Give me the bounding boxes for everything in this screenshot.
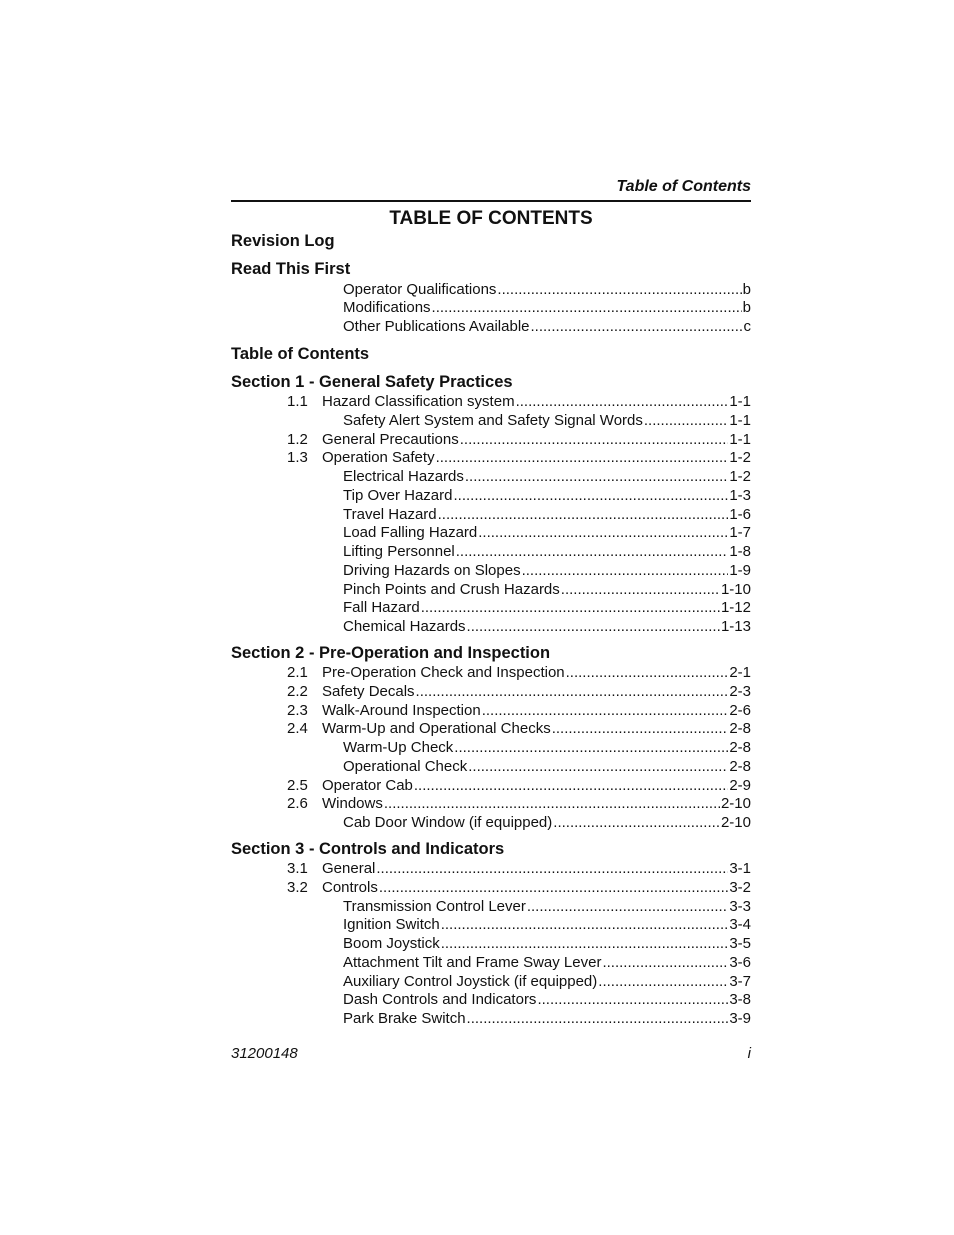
leader-dots xyxy=(376,860,728,877)
leader-dots xyxy=(384,795,720,812)
toc-entry-page: 1-6 xyxy=(729,505,751,523)
toc-entry-label: Operational Check xyxy=(343,757,468,775)
leader-dots xyxy=(432,299,742,316)
toc-entry-label: Auxiliary Control Joystick (if equipped) xyxy=(343,972,598,990)
toc-entry-label: Electrical Hazards xyxy=(343,468,464,485)
toc-entry-label: Safety Alert System and Safety Signal Words xyxy=(343,411,643,429)
footer-doc-number: 31200148 xyxy=(231,1045,298,1062)
leader-dots xyxy=(416,683,729,700)
toc-entry-page: 1-13 xyxy=(720,618,751,635)
toc-entry-page: c xyxy=(743,318,751,335)
leader-dots xyxy=(552,720,729,737)
toc-entry-label: Other Publications Available xyxy=(343,318,530,335)
toc-entry-number: 2.2 xyxy=(287,682,308,700)
toc-entry-page: 1-2 xyxy=(729,449,751,467)
toc-entry-label: Modifications xyxy=(343,299,431,316)
leader-dots xyxy=(561,581,720,598)
toc-entry-label: Travel Hazard xyxy=(343,505,437,523)
leader-dots xyxy=(441,916,729,933)
leader-dots xyxy=(553,814,720,831)
toc-entry[interactable] xyxy=(287,795,751,814)
toc-entry-page: 1-1 xyxy=(729,430,751,448)
toc-entry[interactable] xyxy=(343,618,751,637)
leader-dots xyxy=(467,618,720,635)
leader-dots xyxy=(482,702,729,719)
toc-entry-number: 2.3 xyxy=(287,701,308,719)
toc-entry-page: 1-8 xyxy=(729,543,751,560)
toc-entry-label: Walk-Around Inspection xyxy=(322,701,481,719)
toc-entry-page: 2-8 xyxy=(729,757,751,775)
page-title: TABLE OF CONTENTS xyxy=(389,208,593,229)
leader-dots xyxy=(379,879,728,896)
toc-entry[interactable] xyxy=(343,991,751,1010)
toc-entry-page: 3-8 xyxy=(729,991,751,1009)
leader-dots xyxy=(465,468,728,485)
toc-entry[interactable] xyxy=(287,664,751,683)
toc-entry-page: 2-8 xyxy=(729,739,751,756)
toc-entry-number: 2.4 xyxy=(287,720,308,738)
toc-entry[interactable] xyxy=(287,393,751,412)
toc-entry-label: Operator Cab xyxy=(322,776,413,794)
toc-entry-page: 3-9 xyxy=(729,1010,751,1027)
toc-entry-page: b xyxy=(742,281,751,298)
toc-entry-page: 2-10 xyxy=(720,795,751,813)
toc-entry[interactable] xyxy=(343,916,751,935)
toc-entry[interactable] xyxy=(343,562,751,581)
leader-dots xyxy=(456,543,729,560)
toc-entry-label: Lifting Personnel xyxy=(343,543,455,560)
toc-entry-page: 3-3 xyxy=(729,897,751,915)
leader-dots xyxy=(478,524,728,541)
toc-entry-page: b xyxy=(742,299,751,316)
leader-dots xyxy=(436,449,729,466)
toc-entry[interactable] xyxy=(343,281,751,300)
toc-entry-page: 2-8 xyxy=(729,720,751,738)
toc-entry-page: 1-1 xyxy=(729,393,751,410)
toc-entry[interactable] xyxy=(343,487,751,506)
leader-dots xyxy=(438,506,729,523)
toc-entry-label: Safety Decals xyxy=(322,682,415,700)
toc-entry-number: 1.3 xyxy=(287,449,308,467)
toc-entry[interactable] xyxy=(343,543,751,562)
leader-dots xyxy=(454,739,728,756)
leader-dots xyxy=(598,973,728,990)
toc-entry[interactable] xyxy=(343,318,751,337)
toc-entry-number: 2.1 xyxy=(287,664,308,681)
toc-entry-label: Dash Controls and Indicators xyxy=(343,991,537,1009)
toc-entry[interactable] xyxy=(343,1010,751,1029)
toc-entry-label: Pre-Operation Check and Inspection xyxy=(322,664,565,681)
leader-dots xyxy=(421,599,720,616)
toc-entry-label: Ignition Switch xyxy=(343,916,440,934)
toc-entry-page: 3-2 xyxy=(729,878,751,896)
toc-entry-label: Tip Over Hazard xyxy=(343,486,453,504)
toc-entry-label: Driving Hazards on Slopes xyxy=(343,561,521,579)
toc-entry[interactable] xyxy=(287,449,751,468)
toc-entry[interactable] xyxy=(343,739,751,758)
toc-entry-label: Warm-Up Check xyxy=(343,739,454,756)
toc-entry[interactable] xyxy=(343,599,751,618)
toc-entry-page: 2-1 xyxy=(729,664,751,681)
toc-entry-page: 1-3 xyxy=(729,486,751,504)
toc-entry[interactable] xyxy=(343,506,751,525)
heading-read-this-first[interactable]: Read This First xyxy=(231,260,351,278)
heading-section-1[interactable]: Section 1 - General Safety Practices xyxy=(231,373,513,391)
toc-entry-number: 2.5 xyxy=(287,776,308,794)
toc-entry-number: 1.1 xyxy=(287,393,308,410)
leader-dots xyxy=(460,431,729,448)
toc-entry-label: Boom Joystick xyxy=(343,935,440,952)
toc-entry[interactable] xyxy=(343,935,751,954)
toc-entry-label: Operator Qualifications xyxy=(343,281,497,298)
toc-entry-page: 3-7 xyxy=(729,972,751,990)
toc-entry-page: 2-10 xyxy=(720,814,751,831)
toc-entry-label: Transmission Control Lever xyxy=(343,897,526,915)
running-head: Table of Contents xyxy=(616,178,751,195)
toc-entry-number: 2.6 xyxy=(287,795,308,813)
toc-entry-page: 1-7 xyxy=(729,524,751,542)
toc-entry-page: 3-4 xyxy=(729,916,751,934)
toc-entry-label: Operation Safety xyxy=(322,449,435,467)
leader-dots xyxy=(516,393,729,410)
header-rule xyxy=(231,200,751,202)
heading-revision-log[interactable]: Revision Log xyxy=(231,232,335,250)
leader-dots xyxy=(527,898,728,915)
toc-entry[interactable] xyxy=(343,814,751,833)
leader-dots xyxy=(531,318,743,335)
leader-dots xyxy=(497,281,741,298)
toc-entry-label: General Precautions xyxy=(322,430,459,448)
leader-dots xyxy=(453,487,728,504)
toc-entry-page: 1-10 xyxy=(720,580,751,598)
toc-entry-label: Controls xyxy=(322,878,378,896)
toc-entry-label: Hazard Classification system xyxy=(322,393,515,410)
toc-entry-label: Windows xyxy=(322,795,383,813)
leader-dots xyxy=(537,991,728,1008)
toc-entry-number: 3.2 xyxy=(287,878,308,896)
leader-dots xyxy=(414,777,728,794)
toc-entry-page: 1-12 xyxy=(720,599,751,617)
leader-dots xyxy=(522,562,729,579)
toc-entry-number: 1.2 xyxy=(287,430,308,448)
footer-page-number: i xyxy=(747,1045,751,1062)
toc-entry[interactable] xyxy=(343,973,751,992)
toc-entry-page: 1-2 xyxy=(729,468,751,485)
toc-entry-page: 3-1 xyxy=(729,860,751,877)
toc-entry-page: 2-9 xyxy=(729,776,751,794)
heading-table-of-contents[interactable]: Table of Contents xyxy=(231,345,370,363)
toc-entry-label: Warm-Up and Operational Checks xyxy=(322,720,551,738)
toc-entry-label: Chemical Hazards xyxy=(343,618,466,635)
toc-entry-label: Attachment Tilt and Frame Sway Lever xyxy=(343,953,602,971)
toc-entry-label: General xyxy=(322,860,376,877)
toc-entry[interactable] xyxy=(287,878,751,898)
toc-entry-label: Park Brake Switch xyxy=(343,1010,466,1027)
toc-entry[interactable] xyxy=(343,954,751,973)
leader-dots xyxy=(468,758,728,775)
toc-entry-page: 2-6 xyxy=(729,701,751,719)
toc-entry-number: 3.1 xyxy=(287,860,308,877)
toc-entry[interactable] xyxy=(343,581,751,600)
toc-entry[interactable] xyxy=(343,299,751,318)
toc-entry-page: 1-1 xyxy=(729,411,751,429)
leader-dots xyxy=(566,664,729,681)
toc-entry-label: Cab Door Window (if equipped) xyxy=(343,814,553,831)
heading-section-3[interactable]: Section 3 - Controls and Indicators xyxy=(231,840,505,858)
toc-entry[interactable] xyxy=(287,720,751,739)
toc-entry[interactable] xyxy=(343,524,751,543)
toc-entry-page: 1-9 xyxy=(729,561,751,579)
toc-entry[interactable] xyxy=(287,776,751,796)
toc-entry[interactable] xyxy=(343,898,751,917)
leader-dots xyxy=(441,935,729,952)
toc-entry[interactable] xyxy=(343,412,751,431)
toc-entry-label: Fall Hazard xyxy=(343,599,420,617)
toc-entry-label: Pinch Points and Crush Hazards xyxy=(343,580,560,598)
leader-dots xyxy=(467,1010,729,1027)
toc-entry-page: 3-5 xyxy=(729,935,751,952)
toc-entry[interactable] xyxy=(287,860,751,879)
heading-section-2[interactable]: Section 2 - Pre-Operation and Inspection xyxy=(231,644,551,662)
leader-dots xyxy=(644,412,728,429)
toc-entry[interactable] xyxy=(287,701,751,721)
toc-entry-label: Load Falling Hazard xyxy=(343,524,478,542)
leader-dots xyxy=(602,954,728,971)
toc-entry-page: 3-6 xyxy=(729,953,751,971)
toc-entry[interactable] xyxy=(343,468,751,487)
toc-entry[interactable] xyxy=(287,682,751,702)
toc-entry[interactable] xyxy=(343,758,751,777)
toc-entry[interactable] xyxy=(287,430,751,450)
toc-entry-page: 2-3 xyxy=(729,682,751,700)
